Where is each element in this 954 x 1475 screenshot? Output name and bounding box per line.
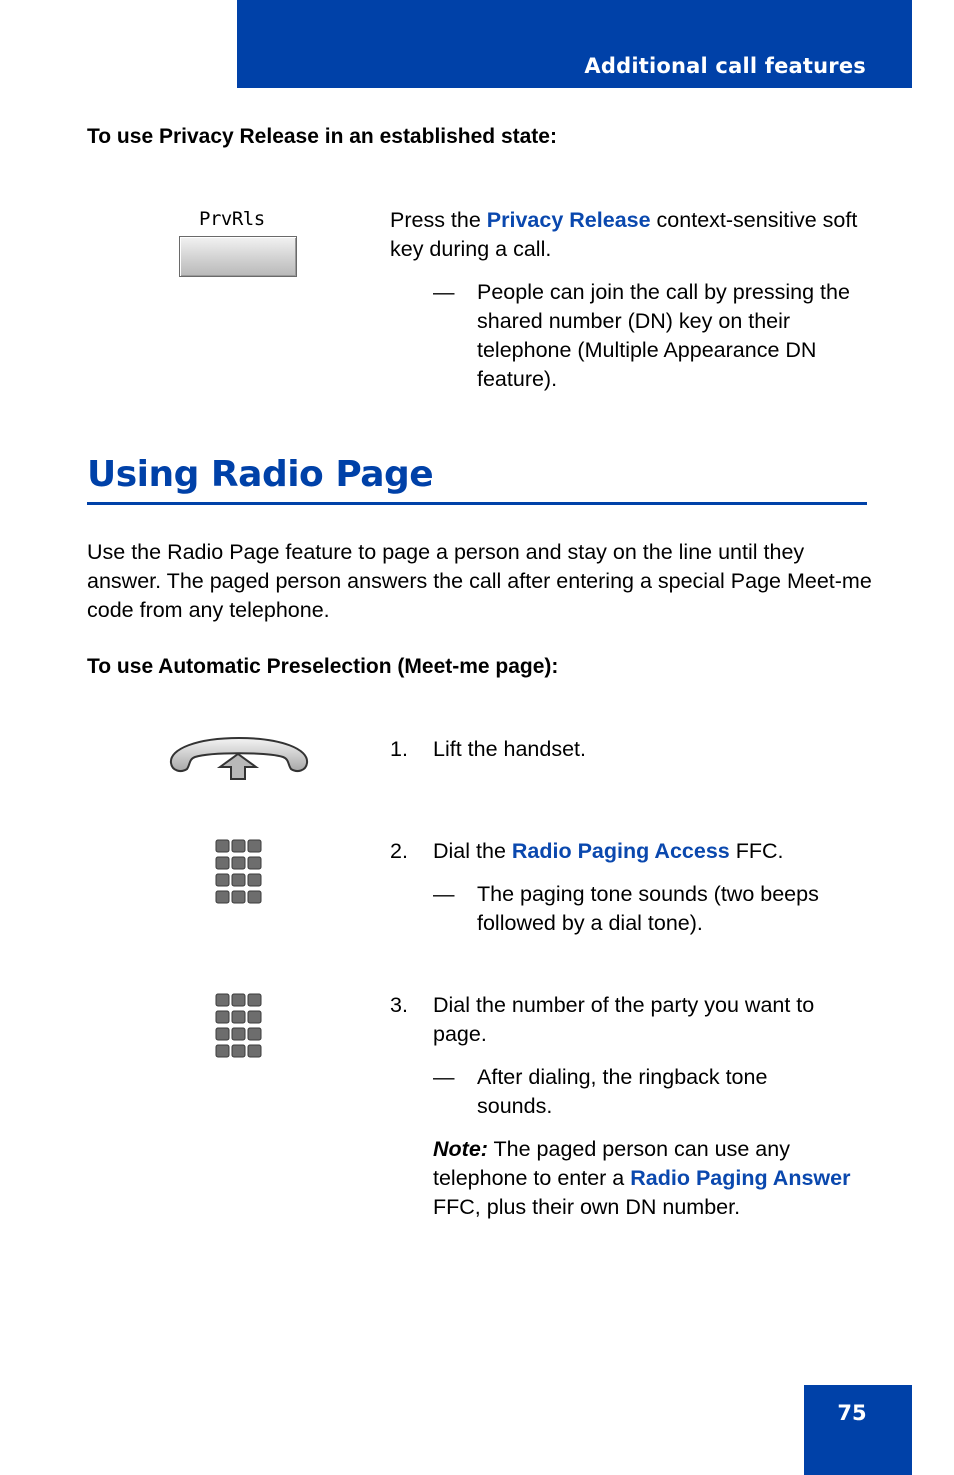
- note-label: Note:: [433, 1137, 488, 1161]
- note: [433, 1135, 878, 1222]
- header-bar: [237, 0, 912, 88]
- section-title: Using Radio Page: [87, 454, 434, 495]
- page-number: 75: [837, 1401, 867, 1425]
- step-1-number: 1.: [390, 737, 408, 761]
- step-2-text-after: FFC.: [729, 839, 784, 863]
- keypad-icon: [215, 993, 263, 1059]
- radio-paging-answer-link: Radio Paging Answer: [630, 1166, 851, 1190]
- privacy-release-link: Privacy Release: [486, 208, 651, 232]
- radio-paging-access-link: Radio Paging Access: [511, 839, 730, 863]
- step-2-dash-text: The paging tone sounds (two beeps followed by a dial tone).: [477, 882, 819, 935]
- dash-marker: —: [433, 1065, 455, 1089]
- meetme-heading: To use Automatic Preselection (Meet-me page):: [87, 655, 559, 678]
- step-2-number: 2.: [390, 839, 408, 863]
- section-rule: [87, 502, 867, 505]
- step-3-number: 3.: [390, 993, 408, 1017]
- privacy-text-after: context-sensitive soft key during a call.: [390, 208, 858, 261]
- privacy-heading: To use Privacy Release in an established state:: [87, 125, 557, 148]
- header-title: Additional call features: [584, 54, 866, 78]
- note-text-before: The paged person can use any telephone to enter a: [433, 1137, 790, 1190]
- note-text-after: FFC, plus their own DN number.: [433, 1195, 741, 1219]
- privacy-release-softkey[interactable]: [179, 236, 297, 277]
- privacy-instruction: [390, 206, 880, 264]
- step-3-text: Dial the number of the party you want to page.: [433, 993, 815, 1046]
- dash-marker: —: [433, 882, 455, 906]
- keypad-icon: [215, 839, 263, 905]
- handset-lift-icon: [167, 735, 311, 781]
- softkey-label: PrvRls: [199, 208, 265, 230]
- step-3-dash-text: After dialing, the ringback tone sounds.: [477, 1065, 768, 1118]
- dash-marker: —: [433, 280, 455, 304]
- privacy-dash-text: People can join the call by pressing the shared number (DN) key on their telephone (Multiple Appearance DN feature).: [477, 280, 850, 391]
- step-2-text: [433, 837, 783, 866]
- step-2-text-before: Dial the: [433, 839, 512, 863]
- page-number-box: [804, 1385, 912, 1475]
- section-intro: Use the Radio Page feature to page a person and stay on the line until they answer. The paged person answers the call after entering a special Page Meet-me code from any telephone.: [87, 540, 872, 622]
- privacy-text-before: Press the: [390, 208, 487, 232]
- step-1-text: Lift the handset.: [433, 737, 586, 761]
